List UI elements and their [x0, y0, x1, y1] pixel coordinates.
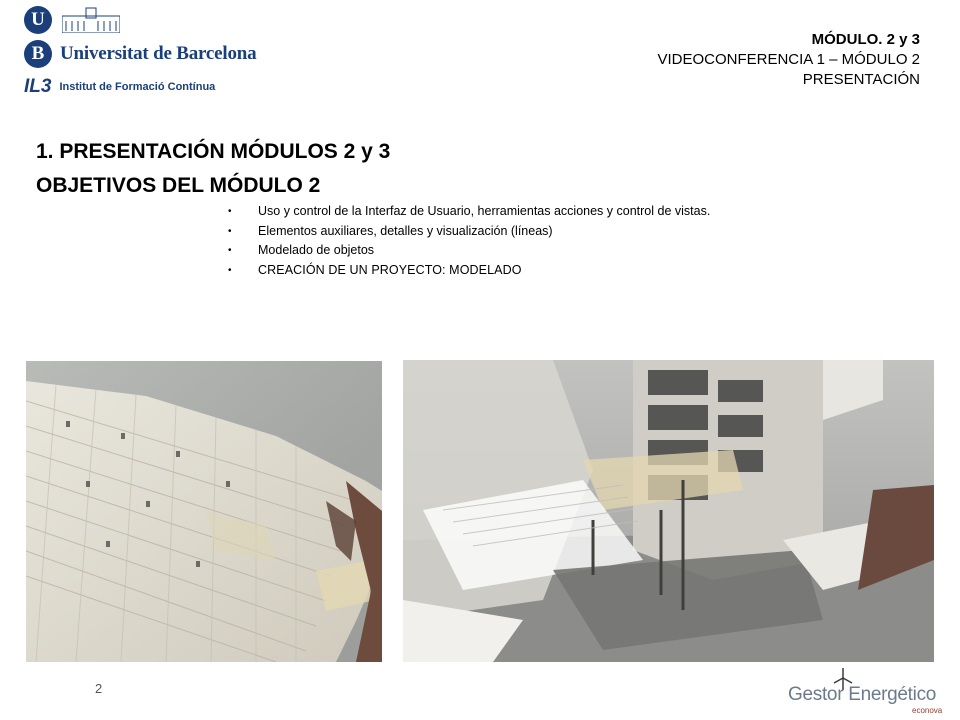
bullet-icon: •	[228, 225, 232, 237]
bullet-icon: •	[228, 264, 232, 276]
list-item	[228, 222, 710, 242]
slide-header	[657, 30, 920, 90]
list-item	[228, 202, 710, 222]
page-number: 2	[95, 681, 103, 696]
list-item-text: Modelado de objetos	[258, 243, 375, 257]
bullet-icon: •	[228, 245, 232, 256]
list-item-text: Uso y control de la Interfaz de Usuario, herramientas acciones y control de vistas.	[258, 204, 711, 218]
institute-name: Institut de Formació Contínua	[59, 81, 216, 93]
ub-u-icon: U	[24, 6, 52, 34]
brand-logo	[788, 670, 948, 720]
ub-b-icon: B	[24, 40, 52, 68]
brand-subtitle: econova	[912, 706, 943, 715]
list-item	[228, 261, 710, 281]
building-icon	[62, 7, 120, 33]
institution-logo	[24, 4, 257, 97]
list-item	[228, 241, 710, 261]
roof-model-render	[26, 361, 382, 662]
module-label: MÓDULO. 2 y 3	[811, 31, 920, 48]
slide-subtitle: OBJETIVOS DEL MÓDULO 2	[36, 174, 321, 197]
videoconference-label: VIDEOCONFERENCIA 1 – MÓDULO 2	[657, 51, 920, 68]
section-label: PRESENTACIÓN	[802, 71, 920, 88]
list-item-text: CREACIÓN DE UN PROYECTO: MODELADO	[258, 262, 522, 277]
il3-logo-mark: IL3	[24, 76, 52, 97]
slide-title: 1. PRESENTACIÓN MÓDULOS 2 y 3	[36, 140, 391, 163]
list-item-text: Elementos auxiliares, detalles y visualización (líneas)	[258, 223, 553, 238]
objectives-list	[228, 202, 710, 280]
building-model-render	[403, 360, 934, 662]
university-name: Universitat de Barcelona	[60, 43, 257, 64]
brand-name: Gestor Energético	[788, 684, 937, 705]
bullet-icon: •	[228, 206, 232, 217]
